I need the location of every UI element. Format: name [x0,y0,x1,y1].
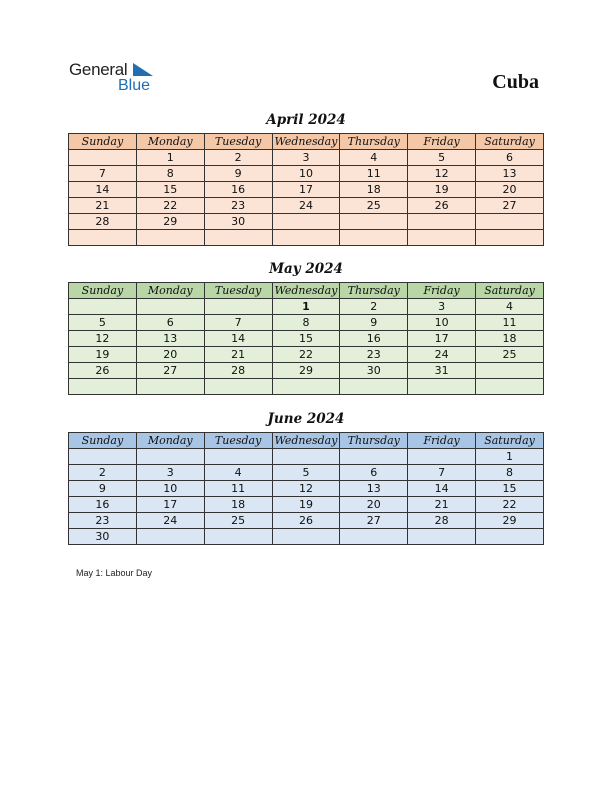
weekday-header: Sunday [69,134,137,150]
day-cell [204,379,272,395]
logo [69,60,159,96]
day-cell: 27 [136,363,204,379]
day-cell [340,529,408,545]
day-cell [204,449,272,465]
weekday-header: Wednesday [272,134,340,150]
day-cell: 14 [69,182,137,198]
weekday-header: Friday [408,283,476,299]
day-cell: 26 [408,198,476,214]
weekday-header: Saturday [476,283,544,299]
day-cell: 10 [408,315,476,331]
weekday-header: Monday [136,433,204,449]
country-title: Cuba [492,71,539,93]
day-cell: 2 [204,150,272,166]
day-cell: 10 [136,481,204,497]
day-cell: 21 [204,347,272,363]
day-cell: 30 [204,214,272,230]
day-cell: 23 [340,347,408,363]
day-cell: 18 [340,182,408,198]
day-cell: 20 [340,497,408,513]
day-cell [136,449,204,465]
day-cell: 11 [476,315,544,331]
month-title-june: June 2024 [267,411,345,427]
day-cell [272,379,340,395]
weekday-header: Sunday [69,433,137,449]
day-cell [340,214,408,230]
day-cell [476,529,544,545]
calendar-body-may [69,299,544,395]
day-cell: 15 [136,182,204,198]
day-cell: 30 [69,529,137,545]
day-cell: 6 [340,465,408,481]
day-cell: 17 [408,331,476,347]
day-cell: 7 [69,166,137,182]
weekday-header: Thursday [340,433,408,449]
day-cell: 11 [340,166,408,182]
day-cell [476,379,544,395]
day-cell: 31 [408,363,476,379]
holiday-note: May 1: Labour Day [76,568,153,578]
week-row [69,182,544,198]
week-row [69,315,544,331]
weekday-header: Saturday [476,134,544,150]
day-cell [69,230,137,246]
day-cell: 8 [476,465,544,481]
day-cell: 20 [136,347,204,363]
day-cell [272,449,340,465]
day-cell: 21 [408,497,476,513]
day-cell: 4 [476,299,544,315]
weekday-header: Saturday [476,433,544,449]
logo-flag-icon [133,63,153,78]
day-cell: 20 [476,182,544,198]
day-cell: 29 [136,214,204,230]
weekday-header: Thursday [340,134,408,150]
day-cell: 28 [204,363,272,379]
week-row [69,481,544,497]
day-cell: 18 [204,497,272,513]
calendar-april [68,133,544,246]
day-cell: 5 [69,315,137,331]
day-cell [136,299,204,315]
day-cell: 1 [272,299,340,315]
week-row [69,529,544,545]
weekday-header: Sunday [69,283,137,299]
day-cell: 3 [408,299,476,315]
day-cell: 5 [272,465,340,481]
day-cell [136,529,204,545]
day-cell: 24 [272,198,340,214]
calendar-body-april [69,150,544,246]
week-row [69,230,544,246]
day-cell: 14 [204,331,272,347]
day-cell: 9 [340,315,408,331]
weekday-header: Tuesday [204,134,272,150]
day-cell: 9 [69,481,137,497]
day-cell: 19 [69,347,137,363]
day-cell: 27 [340,513,408,529]
day-cell: 8 [136,166,204,182]
calendar-body-june [69,449,544,545]
month-title-may: May 2024 [269,261,343,277]
day-cell: 16 [69,497,137,513]
day-cell [340,379,408,395]
day-cell [476,230,544,246]
weekday-header-row [69,433,544,449]
week-row [69,363,544,379]
day-cell: 1 [476,449,544,465]
day-cell: 16 [204,182,272,198]
day-cell [136,379,204,395]
day-cell: 17 [136,497,204,513]
day-cell: 24 [408,347,476,363]
weekday-header: Wednesday [272,283,340,299]
day-cell: 26 [272,513,340,529]
week-row [69,513,544,529]
weekday-header: Monday [136,283,204,299]
day-cell: 13 [340,481,408,497]
day-cell: 3 [136,465,204,481]
weekday-header-row [69,283,544,299]
day-cell [204,230,272,246]
day-cell: 13 [136,331,204,347]
day-cell [136,230,204,246]
day-cell: 19 [408,182,476,198]
day-cell [272,230,340,246]
day-cell: 24 [136,513,204,529]
day-cell: 29 [476,513,544,529]
week-row [69,379,544,395]
day-cell: 28 [408,513,476,529]
day-cell: 13 [476,166,544,182]
day-cell: 7 [408,465,476,481]
day-cell: 9 [204,166,272,182]
day-cell: 2 [69,465,137,481]
weekday-header: Friday [408,134,476,150]
day-cell [408,214,476,230]
day-cell [408,529,476,545]
day-cell: 1 [136,150,204,166]
day-cell [408,230,476,246]
week-row [69,465,544,481]
weekday-header: Tuesday [204,433,272,449]
weekday-header-row [69,134,544,150]
day-cell: 25 [340,198,408,214]
day-cell: 7 [204,315,272,331]
day-cell: 11 [204,481,272,497]
day-cell: 14 [408,481,476,497]
day-cell [69,299,137,315]
calendar-may [68,282,544,395]
day-cell [69,379,137,395]
day-cell: 8 [272,315,340,331]
day-cell [272,214,340,230]
week-row [69,150,544,166]
day-cell: 15 [272,331,340,347]
day-cell: 4 [204,465,272,481]
day-cell [69,449,137,465]
day-cell: 5 [408,150,476,166]
week-row [69,331,544,347]
day-cell [408,449,476,465]
day-cell: 22 [136,198,204,214]
day-cell: 26 [69,363,137,379]
day-cell: 23 [69,513,137,529]
month-title-april: April 2024 [266,112,346,128]
day-cell [408,379,476,395]
day-cell [272,529,340,545]
day-cell: 6 [476,150,544,166]
weekday-header: Tuesday [204,283,272,299]
day-cell: 25 [476,347,544,363]
weekday-header: Monday [136,134,204,150]
day-cell [204,299,272,315]
day-cell: 12 [69,331,137,347]
day-cell: 22 [476,497,544,513]
week-row [69,299,544,315]
week-row [69,198,544,214]
weekday-header: Friday [408,433,476,449]
day-cell [69,150,137,166]
logo-blue-text: Blue [118,77,151,94]
day-cell: 27 [476,198,544,214]
day-cell [204,529,272,545]
day-cell [476,214,544,230]
weekday-header: Wednesday [272,433,340,449]
day-cell: 6 [136,315,204,331]
week-row [69,347,544,363]
day-cell: 25 [204,513,272,529]
day-cell: 21 [69,198,137,214]
day-cell: 16 [340,331,408,347]
day-cell: 30 [340,363,408,379]
day-cell: 10 [272,166,340,182]
calendar-june [68,432,544,545]
day-cell [340,230,408,246]
week-row [69,449,544,465]
day-cell: 12 [408,166,476,182]
day-cell: 17 [272,182,340,198]
holiday-notes [76,568,152,578]
week-row [69,497,544,513]
day-cell: 22 [272,347,340,363]
week-row [69,166,544,182]
day-cell: 28 [69,214,137,230]
day-cell: 4 [340,150,408,166]
day-cell: 23 [204,198,272,214]
day-cell: 12 [272,481,340,497]
day-cell [476,363,544,379]
week-row [69,214,544,230]
day-cell: 18 [476,331,544,347]
day-cell [340,449,408,465]
weekday-header: Thursday [340,283,408,299]
day-cell: 15 [476,481,544,497]
day-cell: 29 [272,363,340,379]
day-cell: 2 [340,299,408,315]
day-cell: 3 [272,150,340,166]
day-cell: 19 [272,497,340,513]
logo-general-text: General [69,60,128,79]
